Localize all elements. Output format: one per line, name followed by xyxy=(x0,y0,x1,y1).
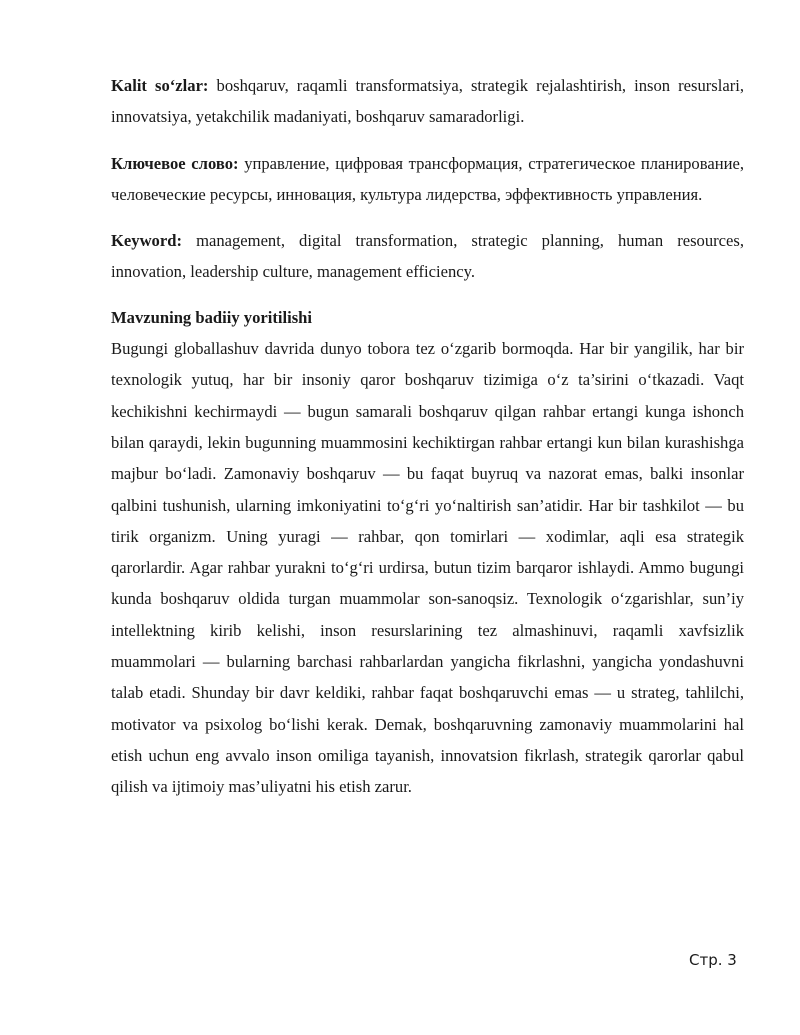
keywords-uzbek xyxy=(111,70,744,133)
keywords-russian-text: управление, цифровая трансформация, стратегическое планирование, человеческие ресурсы, инновация, культура лидерства, эффективность управления. xyxy=(111,153,744,204)
section-body: Bugungi globallashuv davrida dunyo tobora tez o‘zgarib bormoqda. Har bir yangilik, har bir texnologik yutuq, har bir insoniy qaror boshqaruv tizimiga o‘z ta’sirini o‘tkazadi. Vaqt kechikishni kechirmaydi — bugun samarali boshqaruv qilgan rahbar ertangi kunga ishonch bilan qaraydi, lekin bugunning muammosini kechiktirgan rahbar ertangi kun bilan kurashishga majbur bo‘ladi. Zamonaviy boshqaruv — bu faqat buyruq va nazorat emas, balki insonlar qalbini tushunish, ularning imkoniyatini to‘g‘ri yo‘naltirish san’atidir. Har bir tashkilot — bu tirik organizm. Uning yuragi — rahbar, qon tomirlari — xodimlar, aqli esa strategik qarorlardir. Agar rahbar yurakni to‘g‘ri urdirsa, butun tizim barqaror ishlaydi. Ammo bugungi kunda boshqaruv oldida turgan muammolar son-sanoqsiz. Texnologik o‘zgarishlar, sun’iy intellektning kirib kelishi, inson resurslarining tez almashinuvi, raqamli xavfsizlik muammolari — bularning barchasi rahbarlardan yangicha fikrlashni, yangicha yondashuvni talab etadi. Shunday bir davr keldiki, rahbar faqat boshqaruvchi emas — u strateg, tahlilchi, motivator va psixolog bo‘lishi kerak. Demak, boshqaruvning zamonaviy muammolarini hal etish uchun eng avvalo inson omiliga tayanish, innovatsion fikrlash, strategik qarorlar qabul qilish va ijtimoiy mas’uliyatni his etish zarur. xyxy=(111,339,744,797)
keywords-english-label: Keyword: xyxy=(111,231,182,251)
keywords-uzbek-label: Kalit so‘zlar: xyxy=(111,76,209,95)
keywords-russian xyxy=(111,148,744,211)
keywords-uzbek-text: boshqaruv, raqamli transformatsiya, strategik rejalashtirish, inson resurslari, innovatsiya, yetakchilik madaniyati, boshqaruv samaradorligi. xyxy=(111,76,744,127)
page-number: Стр. 3 xyxy=(689,951,737,969)
keywords-english-text: management, digital transformation, strategic planning, human resources, innovation, leadership culture, management efficiency. xyxy=(111,231,744,282)
keywords-russian-label: Ключевое слово: xyxy=(111,153,239,173)
document-page xyxy=(111,70,744,803)
keywords-english xyxy=(111,225,744,288)
section-title: Mavzuning badiiy yoritilishi xyxy=(111,307,313,327)
